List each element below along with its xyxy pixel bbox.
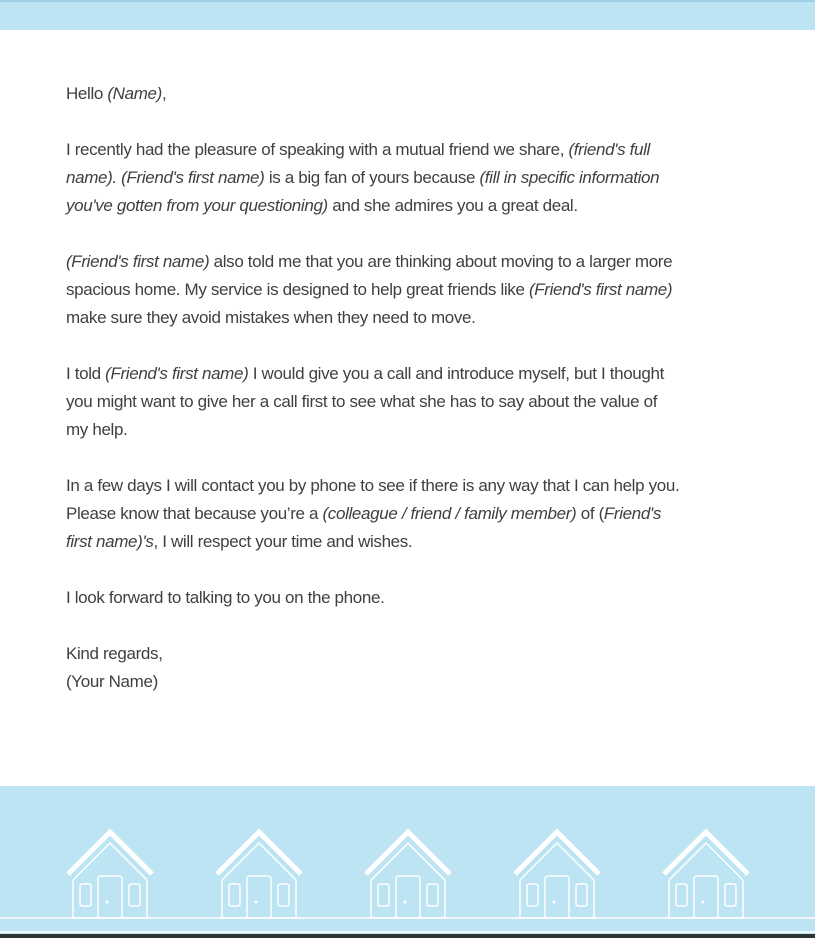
body-text: I told bbox=[66, 364, 106, 383]
placeholder-text: (Name) bbox=[107, 84, 162, 103]
placeholder-text: (Friend's first name) bbox=[66, 252, 210, 271]
body-text: , bbox=[161, 84, 167, 103]
placeholder-text: (fill in specific information bbox=[479, 168, 660, 187]
placeholder-text: Friend's bbox=[603, 504, 662, 523]
text-line bbox=[66, 276, 766, 304]
body-text: spacious home. My service is designed to help great friends like bbox=[66, 280, 529, 299]
bottom-bar bbox=[0, 934, 815, 938]
house-icon bbox=[664, 832, 748, 918]
house-icon bbox=[515, 832, 599, 918]
body-text: make sure they avoid mistakes when they need to move. bbox=[66, 308, 476, 327]
body-text: I would give you a call and introduce myself, but I thought bbox=[248, 364, 664, 383]
body-text: (Your Name) bbox=[66, 672, 158, 691]
placeholder-text: (friend's full bbox=[568, 140, 650, 159]
house-icon bbox=[366, 832, 450, 918]
text-line bbox=[66, 304, 766, 332]
houses-illustration bbox=[0, 786, 815, 938]
text-line bbox=[66, 192, 766, 220]
body-text: you might want to give her a call first to see what she has to say about the value of bbox=[66, 392, 658, 411]
letter-paragraph bbox=[66, 584, 766, 612]
footer-band bbox=[0, 786, 815, 938]
placeholder-text: (colleague / friend / family member) bbox=[322, 504, 577, 523]
body-text: I recently had the pleasure of speaking with a mutual friend we share, bbox=[66, 140, 569, 159]
text-line bbox=[66, 416, 766, 444]
letter-paragraph bbox=[66, 472, 766, 556]
letter-paragraph bbox=[66, 248, 766, 332]
text-line bbox=[66, 248, 766, 276]
text-line bbox=[66, 528, 766, 556]
placeholder-text: you've gotten from your questioning) bbox=[66, 196, 328, 215]
body-text: In a few days I will contact you by phone to see if there is any way that I can help you. bbox=[66, 476, 680, 495]
text-line bbox=[66, 164, 766, 192]
text-line bbox=[66, 584, 766, 612]
text-line bbox=[66, 136, 766, 164]
text-line bbox=[66, 388, 766, 416]
text-line bbox=[66, 640, 766, 668]
text-line bbox=[66, 472, 766, 500]
body-text: is a big fan of yours because bbox=[264, 168, 480, 187]
body-text: Kind regards, bbox=[66, 644, 163, 663]
body-text: Hello bbox=[66, 84, 108, 103]
body-text: also told me that you are thinking about moving to a larger more bbox=[209, 252, 673, 271]
text-line bbox=[66, 80, 766, 108]
body-text: and she admires you a great deal. bbox=[327, 196, 578, 215]
placeholder-text: (Friend's first name) bbox=[528, 280, 673, 299]
text-line bbox=[66, 500, 766, 528]
body-text: Please know that because you’re a bbox=[66, 504, 323, 523]
house-icon bbox=[217, 832, 301, 918]
body-text: , I will respect your time and wishes. bbox=[153, 532, 413, 551]
letter-paragraph bbox=[66, 640, 766, 696]
text-line bbox=[66, 668, 766, 696]
letter-paragraph bbox=[66, 80, 766, 108]
placeholder-text: first name)'s bbox=[66, 532, 154, 551]
placeholder-text: (Friend's first name) bbox=[105, 364, 249, 383]
text-line bbox=[66, 360, 766, 388]
placeholder-text: name). (Friend's first name) bbox=[66, 168, 265, 187]
letter-paragraph bbox=[66, 136, 766, 220]
top-decorative-band bbox=[0, 0, 815, 30]
letter-body bbox=[66, 80, 766, 724]
body-text: my help. bbox=[66, 420, 128, 439]
body-text: I look forward to talking to you on the phone. bbox=[66, 588, 385, 607]
body-text: of ( bbox=[576, 504, 604, 523]
letter-paragraph bbox=[66, 360, 766, 444]
house-icon bbox=[68, 832, 152, 918]
